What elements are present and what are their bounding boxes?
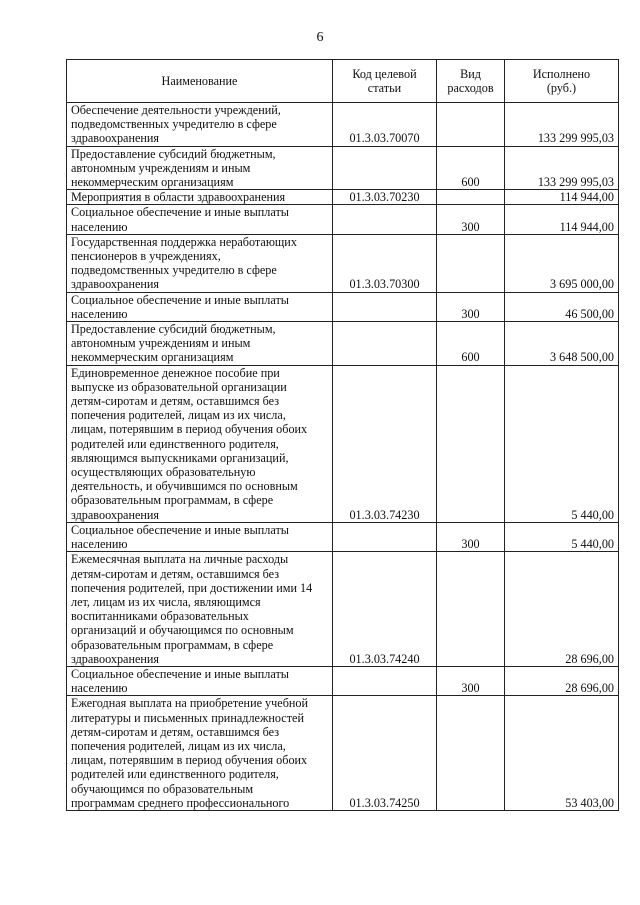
cell-type [437,696,505,811]
cell-type: 300 [437,292,505,321]
text-line: населению [71,681,128,696]
text-line: расходов [447,81,494,95]
text-line: Социальное обеспечение и иные выплаты [71,292,289,307]
cell-sum: 114 944,00 [505,205,619,234]
table-row [67,552,619,667]
cell-code: 01.3.03.70300 [333,234,437,292]
text-line: (руб.) [546,81,577,95]
text-line: здравоохранения [71,277,160,292]
cell-name [67,666,333,695]
table-row [67,666,619,695]
text-line: Государственная поддержка неработающих [71,234,297,249]
cell-code [333,205,437,234]
text-line: Предоставление субсидий бюджетным, [71,146,276,161]
cell-sum: 5 440,00 [505,522,619,551]
text-line: Наименование [161,73,238,88]
table-row [67,205,619,234]
cell-sum: 53 403,00 [505,696,619,811]
text-line: литературы и письменных принадлежностей [71,710,304,725]
text-line: здравоохранения [71,651,160,666]
cell-type [437,365,505,522]
header-name [67,60,333,103]
cell-name [67,292,333,321]
text-line: детям-сиротам и детям, оставшимся без [71,394,280,409]
text-line: образовательным программам, в сфере [71,493,274,508]
text-line: населению [71,306,128,321]
table-row [67,522,619,551]
cell-code: 01.3.03.70230 [333,190,437,205]
cell-sum: 133 299 995,03 [505,146,619,190]
text-line: автономным учреждениям и иным [71,336,251,351]
cell-sum: 46 500,00 [505,292,619,321]
cell-name [67,234,333,292]
text-line: статьи [367,81,402,95]
cell-type: 300 [437,666,505,695]
text-line: воспитанниками образовательных [71,609,249,624]
text-line: автономным учреждениям и иным [71,160,251,175]
cell-name [67,103,333,147]
cell-name [67,322,333,366]
text-line: программам среднего профессионального [71,795,290,810]
table-header-row [67,60,619,103]
cell-sum: 28 696,00 [505,552,619,667]
cell-type: 600 [437,146,505,190]
text-line: подведомственных учредителю в сфере [71,117,277,132]
cell-code: 01.3.03.70070 [333,103,437,147]
cell-type [437,234,505,292]
text-line: пенсионеров в учреждениях, [71,249,221,264]
table-row [67,322,619,366]
text-line: Обеспечение деятельности учреждений, [71,103,281,117]
cell-sum: 28 696,00 [505,666,619,695]
text-line: здравоохранения [71,507,160,522]
cell-sum: 133 299 995,03 [505,103,619,147]
text-line: попечения родителей, при достижении ими 14 [71,580,313,595]
table-row [67,146,619,190]
text-line: организаций и обучающимся по основным [71,623,294,638]
table-row [67,190,619,205]
table-row [67,234,619,292]
text-line: деятельность, и обучившимся по основным [71,479,298,494]
cell-type: 300 [437,205,505,234]
cell-type [437,190,505,205]
cell-name [67,146,333,190]
text-line: Мероприятия в области здравоохранения [71,190,286,205]
cell-code [333,322,437,366]
cell-sum: 3 695 000,00 [505,234,619,292]
text-line: некоммерческим организациям [71,350,234,365]
cell-code: 01.3.03.74250 [333,696,437,811]
text-line: родителей или единственного родителя, [71,436,279,451]
page-number: 6 [316,30,324,45]
header-sum [505,60,619,103]
text-line: Предоставление субсидий бюджетным, [71,322,276,337]
cell-name [67,205,333,234]
cell-code [333,666,437,695]
text-line: детям-сиротам и детям, оставшимся без [71,566,280,581]
text-line: осуществляющих образовательную [71,465,256,480]
text-line: Исполнено [532,66,591,81]
text-line: Код целевой [352,66,417,81]
cell-type [437,103,505,147]
text-line: Социальное обеспечение и иные выплаты [71,666,289,681]
cell-type: 600 [437,322,505,366]
text-line: Единовременное денежное пособие при [71,365,280,380]
header-type [437,60,505,103]
text-line: здравоохранения [71,131,160,146]
table-row [67,292,619,321]
cell-code: 01.3.03.74240 [333,552,437,667]
text-line: Социальное обеспечение и иные выплаты [71,205,289,220]
cell-code [333,292,437,321]
text-line: попечения родителей, лицам из их числа, [71,738,286,753]
text-line: лицам, потерявшим в период обучения обоих [71,422,308,437]
table-row [67,696,619,811]
text-line: лицам, потерявшим в период обучения обоих [71,753,308,768]
cell-code: 01.3.03.74230 [333,365,437,522]
cell-sum: 114 944,00 [505,190,619,205]
budget-execution-table [66,59,619,811]
text-line: Ежемесячная выплата на личные расходы [71,552,289,567]
cell-name [67,365,333,522]
text-line: Социальное обеспечение и иные выплаты [71,522,289,537]
cell-type: 300 [437,522,505,551]
table-row [67,103,619,147]
text-line: лет, лицам из их числа, являющимся [71,594,261,609]
text-line: населению [71,219,128,234]
text-line: Вид [460,66,481,81]
cell-code [333,522,437,551]
text-line: Ежегодная выплата на приобретение учебной [71,696,309,711]
text-line: обучающимся по образовательным [71,781,254,796]
text-line: образовательным программам, в сфере [71,637,274,652]
cell-name [67,190,333,205]
header-code [333,60,437,103]
text-line: детям-сиротам и детям, оставшимся без [71,724,280,739]
cell-sum: 3 648 500,00 [505,322,619,366]
cell-type [437,552,505,667]
text-line: выпуске из образовательной организации [71,379,287,394]
cell-name [67,552,333,667]
text-line: попечения родителей, лицам из их числа, [71,408,286,423]
cell-name [67,522,333,551]
cell-name [67,696,333,811]
text-line: населению [71,537,128,552]
text-line: родителей или единственного родителя, [71,767,279,782]
text-line: подведомственных учредителю в сфере [71,263,277,278]
cell-sum: 5 440,00 [505,365,619,522]
cell-code [333,146,437,190]
table-body [67,103,619,811]
table-row [67,365,619,522]
text-line: являющимся выпускниками организаций, [71,450,289,465]
text-line: некоммерческим организациям [71,175,234,190]
